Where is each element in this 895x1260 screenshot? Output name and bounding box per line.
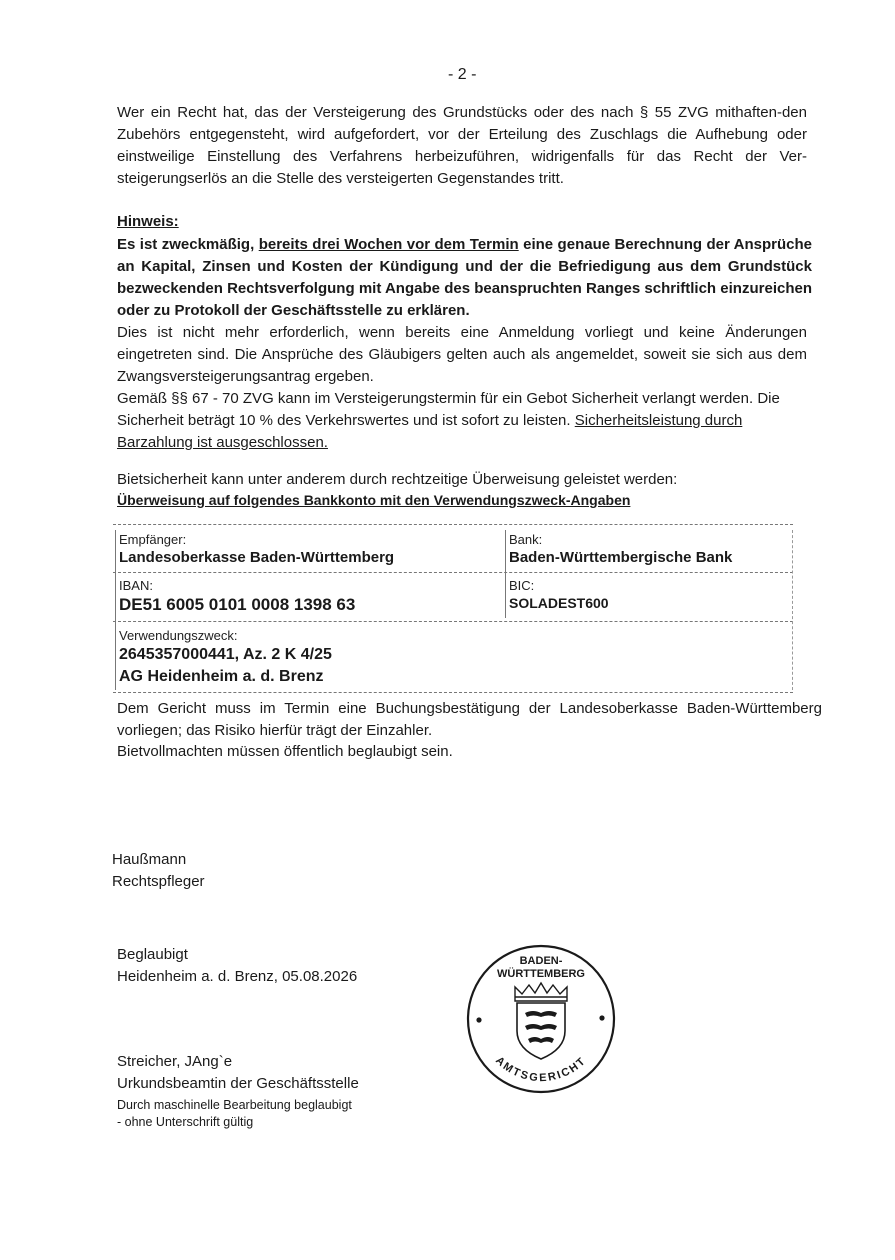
hinweis-normal-1: Dies ist nicht mehr erforderlich, wenn bereits eine Anmeldung vorliegt und keine Änderungen eingetreten sind. Die Ansprüche des Gläubigers gelten auch als angemeldet, soweit sie sich aus dem Zwangsversteigerungsantrag ergeben. [117, 324, 807, 385]
verwendungszweck-line-2: AG Heidenheim a. d. Brenz [119, 668, 324, 685]
hinweis-heading: Hinweis: [117, 213, 179, 230]
beglaubigt-label: Beglaubigt [117, 946, 188, 963]
clerk-name: Streicher, JAng`e [117, 1053, 233, 1070]
table-line-row3 [113, 621, 793, 622]
table-line-mid [505, 530, 506, 618]
table-line-right [792, 530, 793, 690]
crown-icon [515, 983, 567, 1001]
verwendungszweck-label: Verwendungszweck: [119, 628, 238, 643]
machine-note-1: Durch maschinelle Bearbeitung beglaubigt [117, 1098, 352, 1112]
bank-value: Baden-Württembergische Bank [509, 549, 733, 566]
seal-svg [465, 943, 617, 1095]
machine-note-2: - ohne Unterschrift gültig [117, 1115, 254, 1129]
seal-text-top-1: BADEN- [519, 955, 563, 967]
seal-dot-left [476, 1017, 481, 1022]
iban-label: IBAN: [119, 578, 153, 593]
iban-value: DE51 6005 0101 0008 1398 63 [119, 595, 356, 614]
hinweis-bold-intro: Es ist zweckmäßig, [117, 236, 259, 253]
signer-name: Haußmann [112, 851, 187, 868]
paragraph-intro: Wer ein Recht hat, das der Versteigerung des Grundstücks oder des nach § 55 ZVG mithaften-den Zubehörs entgegensteht, wird aufgefordert, vor der Erteilung des Zuschlags die Aufhebung oder einstweilige Einstellung des Verfahrens herbeizuführen, widrigenfalls für das Recht der Ver-steigerungserlös an die Stelle des versteigerten Gegenstandes tritt. [117, 104, 807, 187]
seal-text-top-2: WÜRTTEMBERG [497, 968, 585, 980]
hinweis-normal-2-underlined: Sicherheitsleistung durch Barzahlung ist ausgeschlossen. [117, 412, 743, 451]
bank-table [113, 524, 793, 694]
verwendungszweck-line-1: 2645357000441, Az. 2 K 4/25 [119, 646, 332, 663]
hinweis-section [117, 210, 812, 454]
ueberweisung-heading: Überweisung auf folgendes Bankkonto mit den Verwendungszweck-Angaben [117, 492, 631, 508]
table-line-row2 [113, 572, 793, 573]
page-number: - 2 - [448, 66, 477, 83]
seal-text-bottom-path: AMTSGERICHT [493, 1054, 589, 1085]
bietsicherheit-text: Bietsicherheit kann unter anderem durch rechtzeitige Überweisung geleistet werden: [117, 471, 678, 488]
court-seal [465, 943, 617, 1095]
bic-value: SOLADEST600 [509, 595, 609, 611]
buchungsbestaetigung-text: Dem Gericht muss im Termin eine Buchungsbestätigung der Landesoberkasse Baden-Württemberg vorliegen; das Risiko hierfür trägt der Einzahler. [117, 700, 822, 739]
place-date: Heidenheim a. d. Brenz, 05.08.2026 [117, 968, 358, 985]
hinweis-bold-text [117, 234, 812, 322]
hinweis-bold-underlined: bereits drei Wochen vor dem Termin [258, 236, 519, 253]
table-line-bottom [113, 692, 793, 693]
bank-label: Bank: [509, 532, 543, 547]
seal-dot-right [599, 1015, 604, 1020]
empfaenger-value: Landesoberkasse Baden-Württemberg [119, 549, 395, 566]
hinweis-bold-rest: eine genaue Berechnung der Ansprüche an Kapital, Zinsen und Kosten der Kündigung und der die Befriedigung aus dem Grundstück bezweckenden Rechtsverfolgung mit Angabe des beanspruchten Ranges schriftlich einzureichen oder zu Protokoll der Geschäftsstelle zu erklären. [117, 236, 813, 319]
shield-icon [517, 1003, 565, 1059]
empfaenger-label: Empfänger: [119, 532, 187, 547]
signer-title: Rechtspfleger [112, 873, 205, 890]
table-line-top [113, 524, 793, 525]
table-line-left [115, 530, 116, 690]
clerk-title: Urkundsbeamtin der Geschäftsstelle [117, 1075, 359, 1092]
bietvollmachten-text: Bietvollmachten müssen öffentlich beglaubigt sein. [117, 743, 453, 760]
hinweis-normal-2-text: Gemäß §§ 67 - 70 ZVG kann im Versteigerungstermin für ein Gebot Sicherheit verlangt werden. Die Sicherheit beträgt 10 % des Verkehrswertes und ist sofort zu leisten. [117, 390, 780, 429]
hinweis-normal-2 [117, 388, 807, 454]
bic-label: BIC: [509, 578, 535, 593]
